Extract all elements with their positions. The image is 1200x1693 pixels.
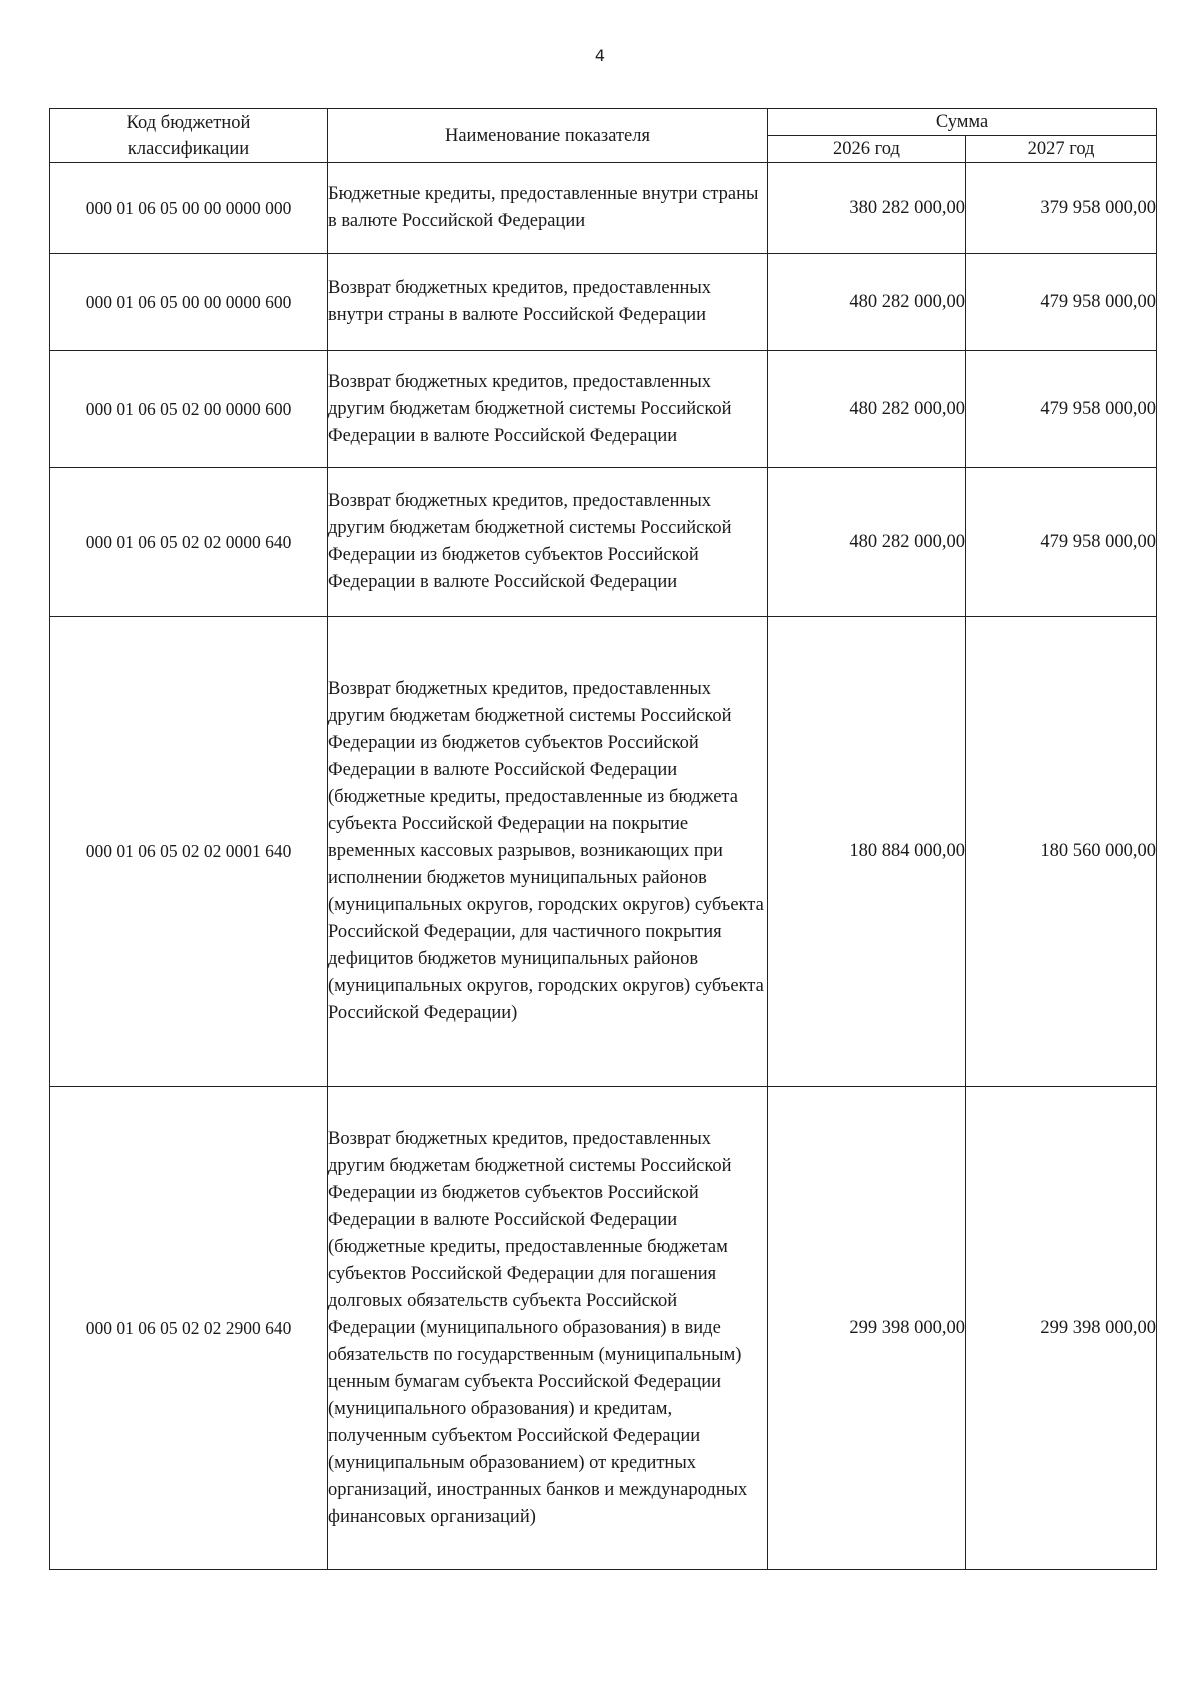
header-year-2026: 2026 год xyxy=(768,136,966,163)
header-name: Наименование показателя xyxy=(328,109,768,163)
row-name: Возврат бюджетных кредитов, предоставленных другим бюджетам бюджетной системы Российской Федерации в валюте Российской Федерации xyxy=(328,351,768,468)
row-code: 000 01 06 05 00 00 0000 000 xyxy=(50,163,328,254)
row-amount-2026: 480 282 000,00 xyxy=(768,351,966,468)
row-amount-2027: 479 958 000,00 xyxy=(966,254,1157,351)
row-amount-2026: 299 398 000,00 xyxy=(768,1087,966,1570)
header-year-2027: 2027 год xyxy=(966,136,1157,163)
table-row xyxy=(50,351,1157,468)
row-amount-2027: 180 560 000,00 xyxy=(966,617,1157,1087)
row-code: 000 01 06 05 02 00 0000 600 xyxy=(50,351,328,468)
header-sum: Сумма xyxy=(768,109,1157,136)
table-row xyxy=(50,617,1157,1087)
table-row xyxy=(50,1087,1157,1570)
row-code: 000 01 06 05 00 00 0000 600 xyxy=(50,254,328,351)
table-row xyxy=(50,163,1157,254)
header-code: Код бюджетной классификации xyxy=(50,109,328,163)
row-code: 000 01 06 05 02 02 2900 640 xyxy=(50,1087,328,1570)
row-amount-2027: 299 398 000,00 xyxy=(966,1087,1157,1570)
row-name: Возврат бюджетных кредитов, предоставленных другим бюджетам бюджетной системы Российской Федерации из бюджетов субъектов Российской Федерации в валюте Российской Федерации xyxy=(328,468,768,617)
row-amount-2026: 480 282 000,00 xyxy=(768,254,966,351)
row-name: Возврат бюджетных кредитов, предоставленных другим бюджетам бюджетной системы Российской Федерации из бюджетов субъектов Российской Федерации в валюте Российской Федерации (бюджетные кредиты, предоставленные из бюджета субъекта Российской Федерации на покрытие временных кассовых разрывов, возникающих при исполнении бюджетов муниципальных районов (муниципальных округов, городских округов) субъекта Российской Федерации, для частичного покрытия дефицитов бюджетов муниципальных районов (муниципальных округов, городских округов) субъекта Российской Федерации) xyxy=(328,617,768,1087)
row-name: Бюджетные кредиты, предоставленные внутри страны в валюте Российской Федерации xyxy=(328,163,768,254)
row-amount-2026: 380 282 000,00 xyxy=(768,163,966,254)
row-amount-2027: 379 958 000,00 xyxy=(966,163,1157,254)
row-code: 000 01 06 05 02 02 0001 640 xyxy=(50,617,328,1087)
table-row xyxy=(50,468,1157,617)
table-row xyxy=(50,254,1157,351)
row-amount-2026: 180 884 000,00 xyxy=(768,617,966,1087)
row-amount-2026: 480 282 000,00 xyxy=(768,468,966,617)
row-amount-2027: 479 958 000,00 xyxy=(966,468,1157,617)
row-name: Возврат бюджетных кредитов, предоставленных другим бюджетам бюджетной системы Российской Федерации из бюджетов субъектов Российской Федерации в валюте Российской Федерации (бюджетные кредиты, предоставленные бюджетам субъектов Российской Федерации для погашения долговых обязательств субъекта Российской Федерации (муниципального образования) в виде обязательств по государственным (муниципальным) ценным бумагам субъекта Российской Федерации (муниципального образования) и кредитам, полученным субъектом Российской Федерации (муниципальным образованием) от кредитных организаций, иностранных банков и международных финансовых организаций) xyxy=(328,1087,768,1570)
table-header xyxy=(50,109,1157,163)
budget-table xyxy=(49,108,1157,1570)
row-code: 000 01 06 05 02 02 0000 640 xyxy=(50,468,328,617)
page-number: 4 xyxy=(594,46,606,65)
row-amount-2027: 479 958 000,00 xyxy=(966,351,1157,468)
row-name: Возврат бюджетных кредитов, предоставленных внутри страны в валюте Российской Федерации xyxy=(328,254,768,351)
